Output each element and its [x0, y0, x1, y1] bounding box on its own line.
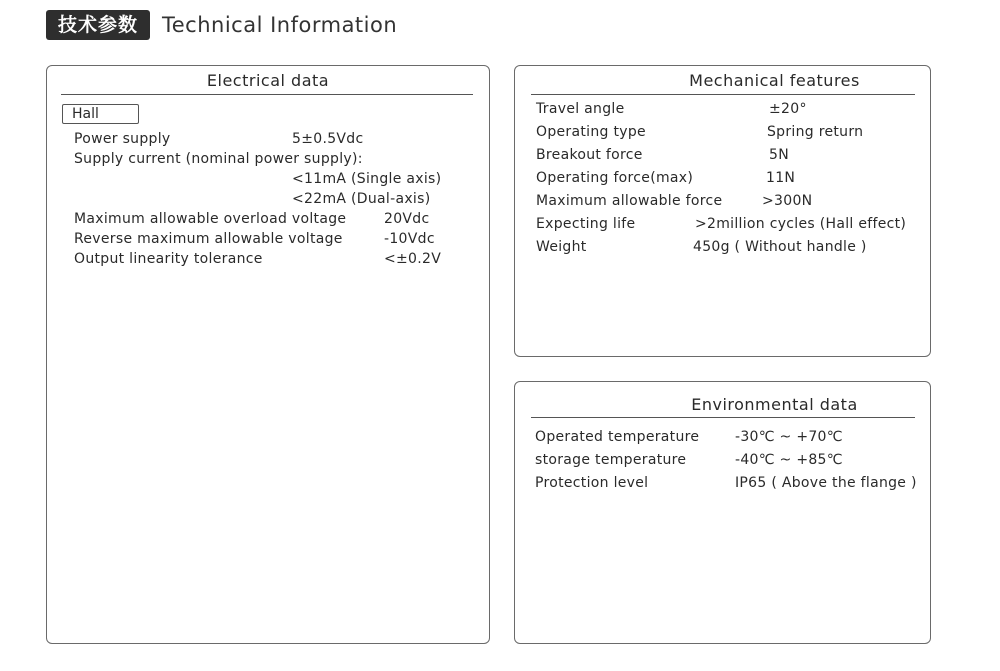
elec-row-3-value: <22mA (Dual-axis) [292, 191, 431, 207]
env-row-2-value: IP65 ( Above the flange ) [735, 475, 917, 491]
electrical-title-rule [61, 94, 473, 95]
environmental-panel-title: Environmental data [691, 395, 858, 414]
elec-row-1-label: Supply current (nominal power supply): [74, 151, 363, 167]
elec-row-6-value: <±0.2V [384, 251, 442, 267]
mech-row-6-value: 450g ( Without handle ) [693, 239, 867, 255]
electrical-data-panel [46, 65, 490, 644]
mech-row-5-label: Expecting life [536, 216, 636, 232]
elec-row-4-label: Maximum allowable overload voltage [74, 211, 347, 227]
mech-row-6-label: Weight [536, 239, 587, 255]
mech-row-2-value: 5N [769, 147, 789, 163]
environmental-data-panel [514, 381, 931, 644]
environmental-title-rule [531, 417, 915, 418]
env-row-2-label: Protection level [535, 475, 649, 491]
electrical-panel-title: Electrical data [206, 71, 330, 90]
env-row-0-value: -30℃ ~ +70℃ [735, 429, 843, 445]
mechanical-title-rule [531, 94, 915, 95]
elec-row-6-label: Output linearity tolerance [74, 251, 263, 267]
elec-row-5-value: -10Vdc [384, 231, 435, 247]
mech-row-0-value: ±20° [769, 101, 807, 117]
mech-row-5-value: >2million cycles (Hall effect) [695, 216, 907, 232]
mech-row-4-label: Maximum allowable force [536, 193, 723, 209]
mechanical-panel-title: Mechanical features [689, 71, 860, 90]
env-row-1-label: storage temperature [535, 452, 687, 468]
env-row-0-label: Operated temperature [535, 429, 700, 445]
mech-row-1-label: Operating type [536, 124, 646, 140]
mech-row-3-value: 11N [766, 170, 796, 186]
mech-row-0-label: Travel angle [536, 101, 625, 117]
mech-row-2-label: Breakout force [536, 147, 643, 163]
elec-row-0-value: 5±0.5Vdc [292, 131, 364, 147]
mech-row-4-value: >300N [762, 193, 813, 209]
env-row-1-value: -40℃ ~ +85℃ [735, 452, 843, 468]
elec-row-5-label: Reverse maximum allowable voltage [74, 231, 343, 247]
header-badge: 技术参数 [46, 10, 150, 40]
elec-row-4-value: 20Vdc [384, 211, 430, 227]
page-title: Technical Information [162, 13, 398, 37]
hall-tag: Hall [62, 104, 139, 124]
mech-row-3-label: Operating force(max) [536, 170, 694, 186]
mech-row-1-value: Spring return [767, 124, 864, 140]
mechanical-features-panel [514, 65, 931, 357]
elec-row-2-value: <11mA (Single axis) [292, 171, 442, 187]
elec-row-0-label: Power supply [74, 131, 171, 147]
